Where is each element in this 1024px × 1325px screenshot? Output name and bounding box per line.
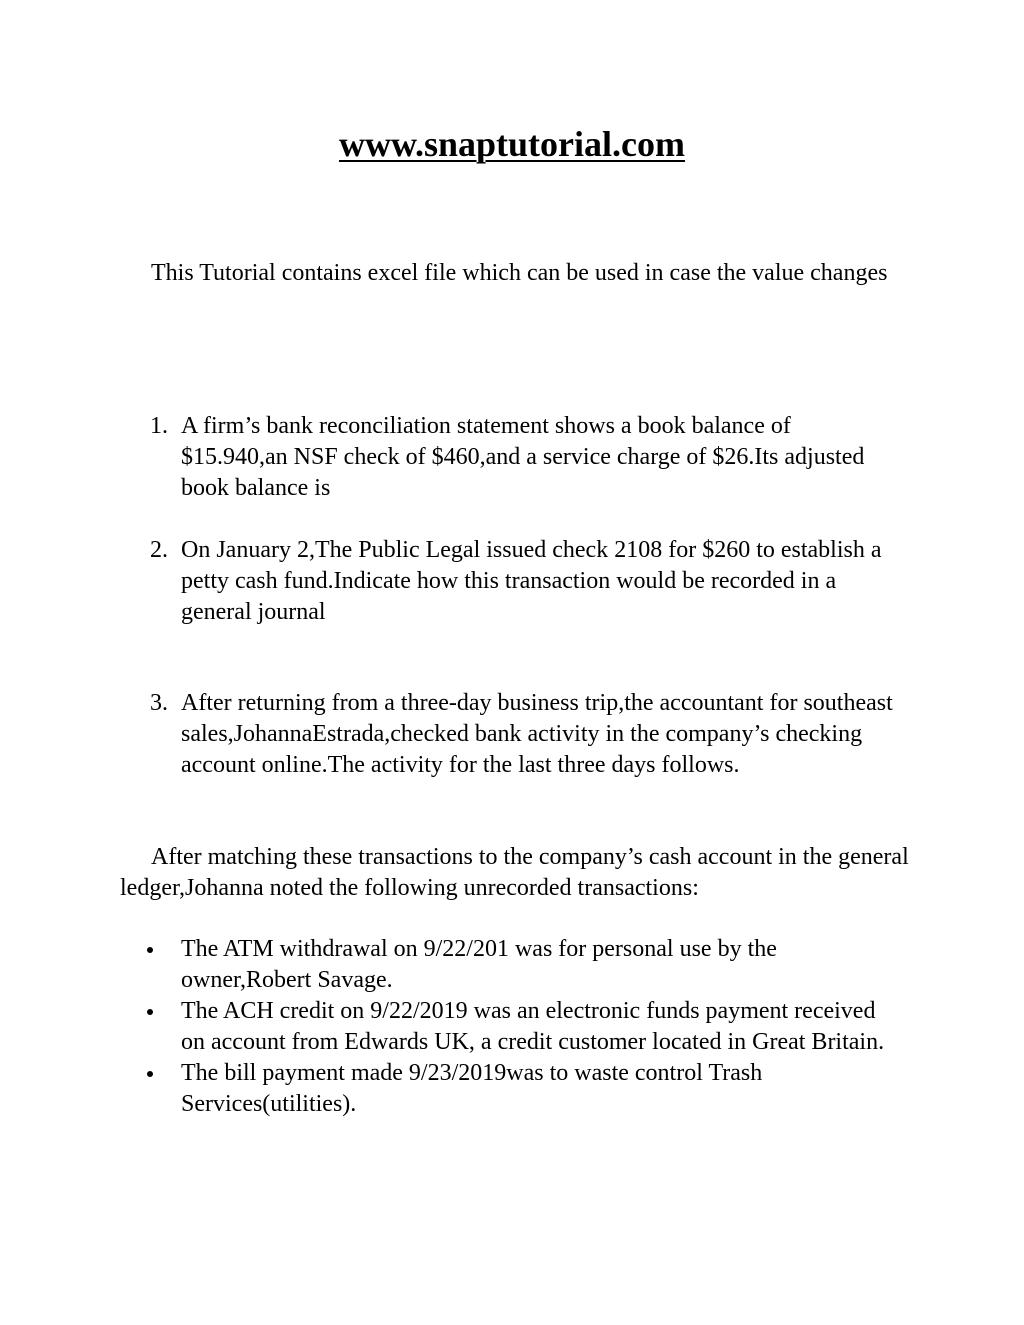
list-item-text: The ACH credit on 9/22/2019 was an electronic funds payment received on account from Edwards UK, a credit customer located in Great Britain. [181,998,885,1055]
list-item-text: The ATM withdrawal on 9/22/201 was for personal use by the owner,Robert Savage. [181,936,777,993]
question-text: On January 2,The Public Legal issued check 2108 for $260 to establish a petty cash fund.Indicate how this transaction would be recorded in a general journal [181,537,882,625]
list-item [120,996,900,1058]
bullet-icon [147,1009,153,1015]
question-number: 2. [150,537,168,563]
question-text: A firm’s bank reconciliation statement shows a book balance of $15.940,an NSF check of $460,and a service charge of $26.Its adjusted book balance is [181,413,865,501]
intro-paragraph: This Tutorial contains excel file which can be used in case the value changes [151,260,888,286]
list-item [120,1058,900,1120]
list-item [120,934,900,996]
page-title [0,122,1024,166]
list-item-text: The bill payment made 9/23/2019was to waste control Trash Services(utilities). [181,1060,763,1117]
transaction-bullet-list [120,934,900,1120]
question-number: 3. [150,690,168,716]
question-text: After returning from a three-day business trip,the accountant for southeast sales,JohannaEstrada,checked bank activity in the company’s checking account online.The activity for the last three days follows. [181,690,893,778]
question-item [120,411,900,504]
question-number: 1. [150,413,168,439]
bullet-icon [147,947,153,953]
question-item [120,535,900,628]
question-item [120,688,900,781]
bullet-icon [147,1071,153,1077]
site-link[interactable]: www.snaptutorial.com [338,124,685,164]
matching-paragraph: After matching these transactions to the company’s cash account in the general ledger,Johanna noted the following unrecorded transactions: [120,844,909,901]
